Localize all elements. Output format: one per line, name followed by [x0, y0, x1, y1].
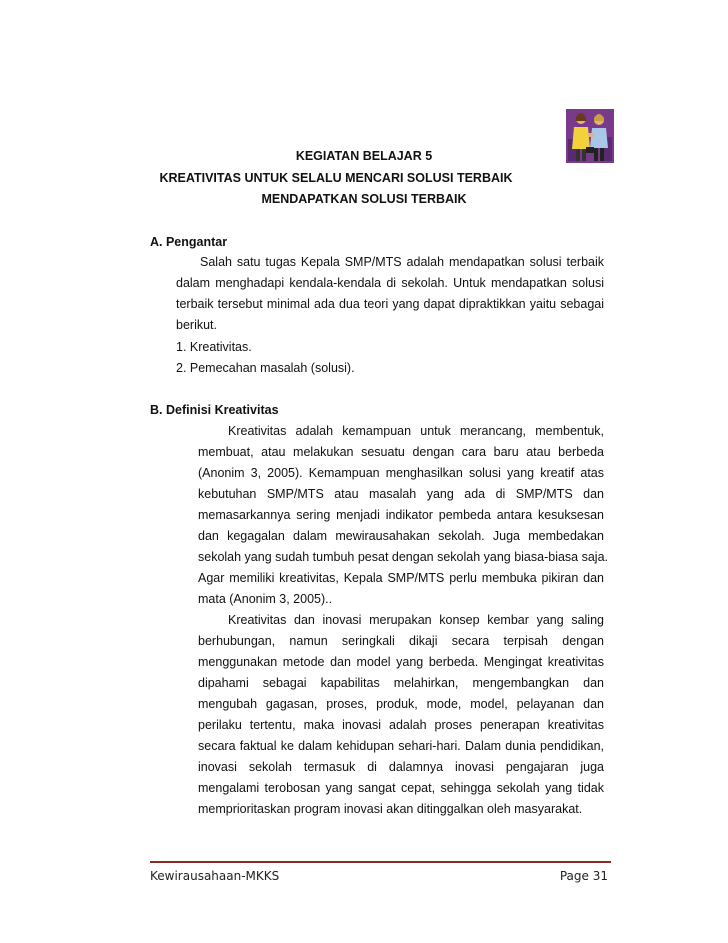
chapter-subtitle: KREATIVITAS UNTUK SELALU MENCARI SOLUSI TERBAIK [159, 171, 513, 185]
paragraph-line: inovasi sekolah termasuk di dalamnya inovasi pengajaran juga [198, 760, 604, 774]
paragraph-line: membuat, atau melakukan sesuatu dengan cara baru atau berbeda [198, 445, 604, 459]
section-subtitle: MENDAPATKAN SOLUSI TERBAIK [261, 192, 467, 206]
section-b-paragraph-1 [198, 421, 609, 610]
section-a-heading: A. Pengantar [150, 235, 228, 249]
section-b-heading: B. Definisi Kreativitas [150, 403, 279, 417]
paragraph-line: sekolah yang sudah tumbuh pesat dengan sekolah yang biasa-biasa saja. [198, 550, 609, 564]
paragraph-line: berikut. [176, 318, 217, 332]
paragraph-line: terbaik tersebut minimal ada dua teori yang dapat dipraktikkan yaitu sebagai [176, 297, 604, 311]
paragraph-line: berhubungan, namun seringkali dikaji secara terpisah dengan [198, 634, 604, 648]
paragraph-line: mengalami terobosan yang sangat cepat, sehingga sekolah yang tidak [198, 781, 604, 795]
paragraph-line: menggunakan metode dan model yang berbeda. Mengingat kreativitas [198, 655, 604, 669]
paragraph-line: dipahami sebagai kapabilitas melahirkan, mengembangkan dan [198, 676, 604, 690]
paragraph-line: dan kegagalan dalam mewirausahakan sekolah. Juga membedakan [198, 529, 604, 543]
footer-rule [150, 861, 611, 863]
footer-title: Kewirausahaan-MKKS [150, 869, 280, 883]
list-item: 2. Pemecahan masalah (solusi). [176, 361, 355, 375]
paragraph-line: secara faktual ke dalam kehidupan sehari-hari. Dalam dunia pendidikan, [198, 739, 604, 753]
paragraph-line: (Anonim 3, 2005). Kemampuan menghasilkan solusi yang kreatif atas [198, 466, 604, 480]
paragraph-line: Salah satu tugas Kepala SMP/MTS adalah mendapatkan solusi terbaik [200, 255, 604, 269]
paragraph-line: memprioritaskan program inovasi akan ditinggalkan oleh masyarakat. [198, 802, 583, 816]
section-b-paragraph-2 [198, 610, 604, 820]
paragraph-line: Agar memiliki kreativitas, Kepala SMP/MTS perlu membuka pikiran dan [198, 571, 604, 585]
paragraph-line: perilaku tertentu, maka inovasi adalah proses penerapan kreativitas [198, 718, 604, 732]
paragraph-line: mata (Anonim 3, 2005).. [198, 592, 333, 606]
paragraph-line: memasarkannya sering menjadi indikator pembeda antara kesuksesan [198, 508, 604, 522]
paragraph-line: mengubah gagasan, proses, produk, mode, model, pelayanan dan [198, 697, 604, 711]
paragraph-line: Kreativitas dan inovasi merupakan konsep kembar yang saling [228, 613, 604, 627]
paragraph-line: Kreativitas adalah kemampuan untuk merancang, membentuk, [228, 424, 604, 438]
chapter-title: KEGIATAN BELAJAR 5 [295, 149, 433, 163]
paragraph-line: kebutuhan SMP/MTS atau masalah yang ada di SMP/MTS dan [198, 487, 604, 501]
list-item: 1. Kreativitas. [176, 340, 252, 354]
section-a-paragraph [176, 252, 604, 336]
paragraph-line: dalam menghadapi kendala-kendala di sekolah. Untuk mendapatkan solusi [176, 276, 604, 290]
page-number: Page 31 [559, 869, 608, 883]
